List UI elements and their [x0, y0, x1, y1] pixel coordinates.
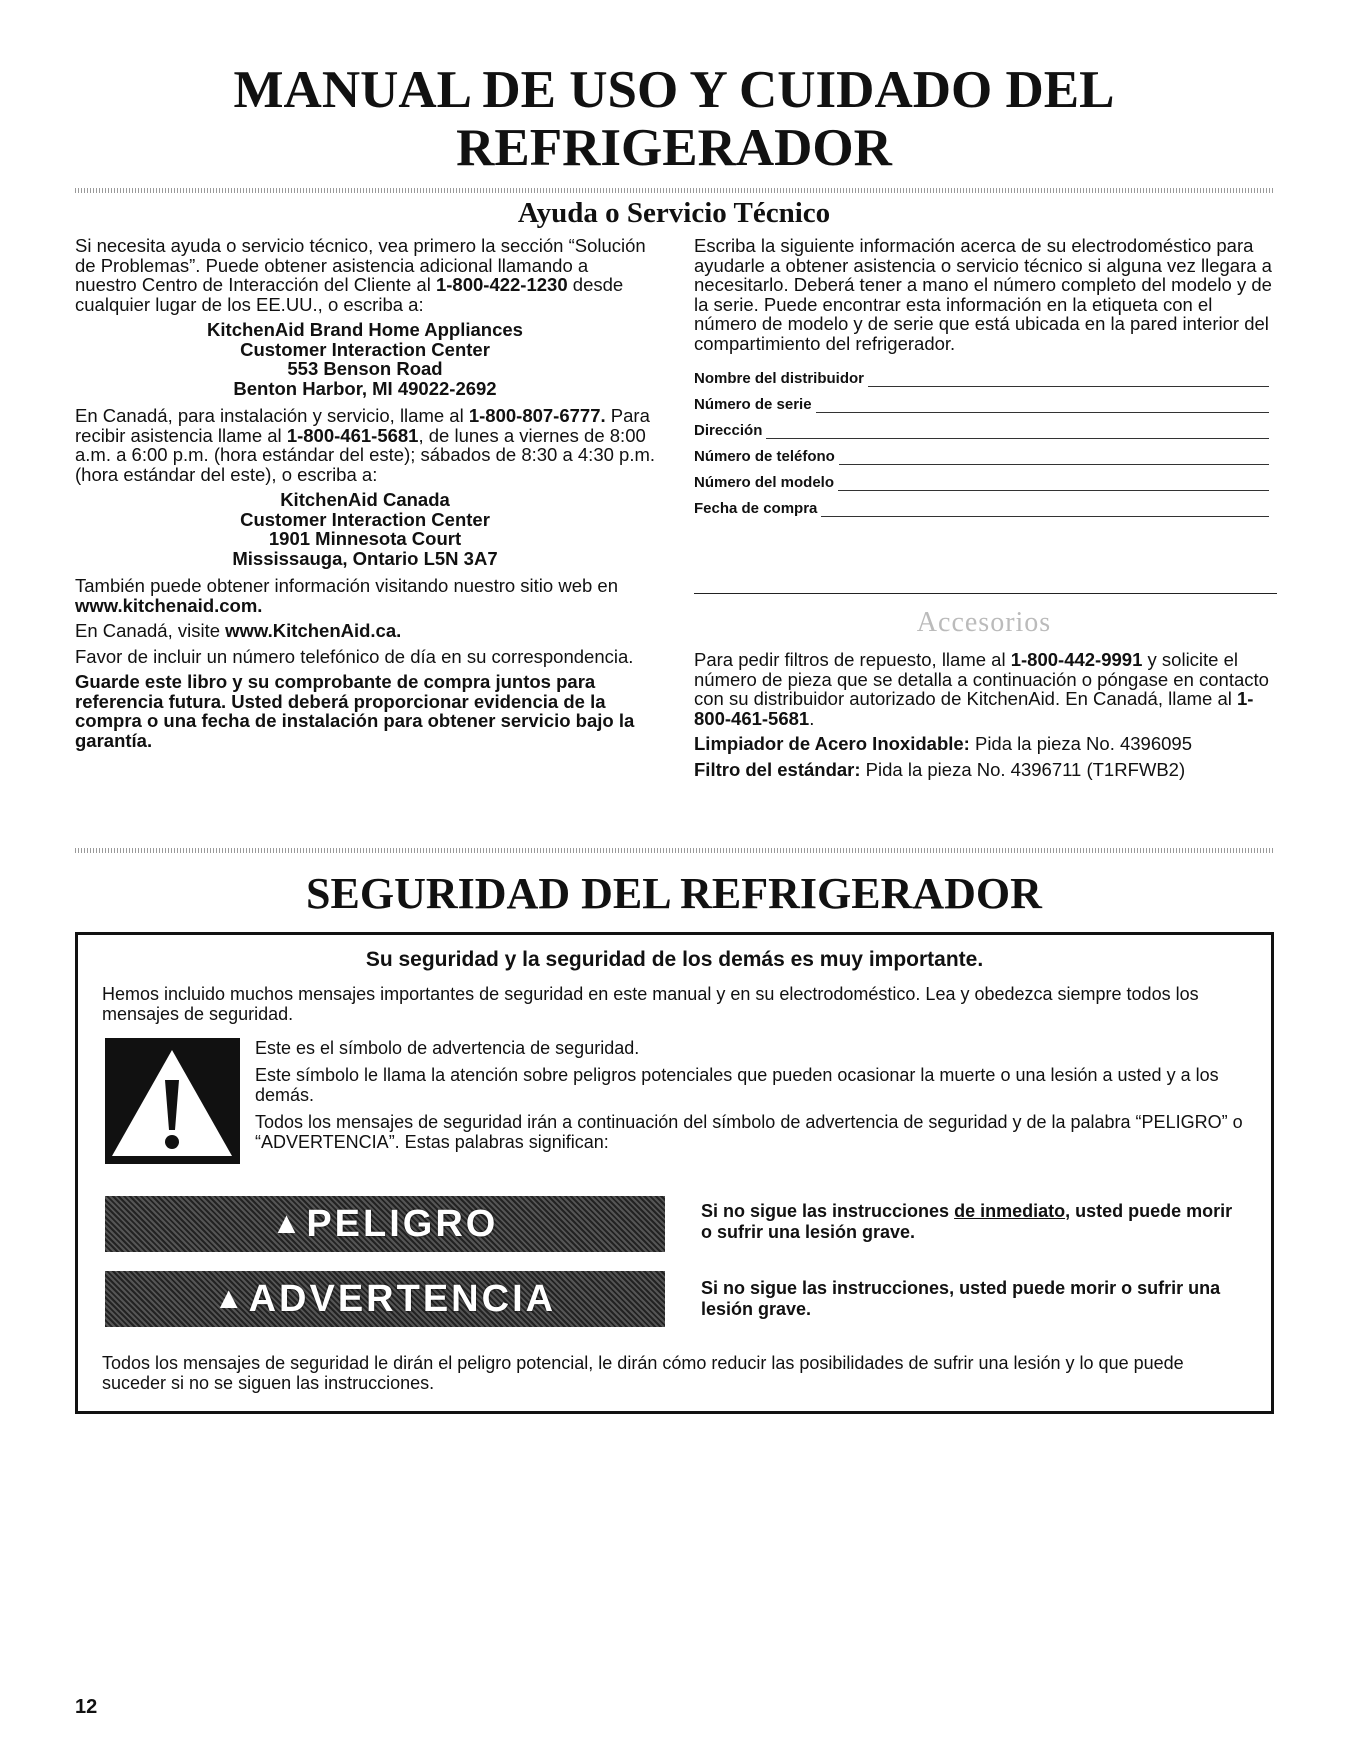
- form-label: Número de serie: [694, 396, 812, 413]
- address-line: KitchenAid Canada: [280, 489, 450, 510]
- text: Si no sigue las instrucciones: [701, 1201, 955, 1221]
- text: de inmediato: [954, 1201, 1066, 1221]
- help-paragraph: Escriba la siguiente información acerca de su electrodoméstico para ayudarle a obtener asistencia o servicio técnico si alguna vez llegara a necesitarlo. Deberá tener a mano el número completo del modelo y de la serie. Puede encontrar esta información en la etiqueta con el número de modelo y de serie que está ubicada en la pared interior del compartimiento del refrigerador.: [694, 235, 1272, 354]
- safety-box: [75, 932, 1274, 1414]
- form-blank[interactable]: [838, 476, 1269, 491]
- address-line: Benton Harbor, MI 49022-2692: [233, 377, 497, 399]
- address-line: Mississauga, Ontario L5N 3A7: [232, 547, 498, 569]
- form-label: Fecha de compra: [694, 500, 818, 517]
- form-field[interactable]: [694, 491, 1269, 517]
- help-paragraph: [75, 236, 655, 314]
- keep-receipt-note: Guarde este libro y su comprobante de compra juntos para referencia futura. Usted deberá proporcionar evidencia de la compra o una fecha de instalación para obtener servicio bajo la garantía.: [75, 671, 635, 751]
- form-blank[interactable]: [868, 372, 1269, 387]
- symbol-description: Todos los mensajes de seguridad irán a continuación del símbolo de advertencia de seguridad y de la palabra “PELIGRO” o “ADVERTENCIA”. Estas palabras significan:: [255, 1112, 1243, 1152]
- symbol-description: Este es el símbolo de advertencia de seguridad.: [255, 1038, 640, 1058]
- phone-number: 1-800-807-6777.: [468, 405, 606, 426]
- accessory-label: Filtro del estándar:: [694, 758, 861, 780]
- address-line: 553 Benson Road: [287, 358, 443, 379]
- text: y solicite el número de pieza que se detalla a continuación o póngase en contacto con su distribuidor autorizado de KitchenAid. En Canadá, llame al: [694, 649, 1269, 709]
- help-paragraph: [75, 406, 655, 484]
- warning-meaning: Si no sigue las instrucciones, usted puede morir o sufrir una lesión grave.: [701, 1278, 1221, 1319]
- address-ca: [75, 490, 655, 568]
- form-label: Número de teléfono: [694, 448, 835, 465]
- text: En Canadá, para instalación y servicio, llame al: [75, 405, 469, 426]
- form-field[interactable]: [694, 387, 1269, 413]
- safety-heading: SEGURIDAD DEL REFRIGERADOR: [306, 869, 1042, 918]
- page-title-line1: MANUAL DE USO Y CUIDADO DEL: [233, 61, 1115, 119]
- website-link[interactable]: www.kitchenaid.com.: [75, 594, 263, 616]
- address-us: [75, 320, 655, 398]
- help-paragraph: Favor de incluir un número telefónico de día en su correspondencia.: [75, 645, 634, 667]
- help-paragraph: [75, 621, 655, 641]
- phone-number: 1-800-461-5681: [286, 424, 419, 446]
- accessories-section: [694, 650, 1274, 785]
- accessory-label: Limpiador de Acero Inoxidable:: [694, 733, 970, 754]
- form-blank[interactable]: [839, 450, 1269, 465]
- divider: [694, 593, 1277, 594]
- accessory-text: Pida la pieza No. 4396095: [969, 733, 1193, 754]
- form-blank[interactable]: [766, 424, 1269, 439]
- help-heading: Ayuda o Servicio Técnico: [517, 197, 831, 229]
- text: desde cualquier lugar de los EE.UU., o escriba a:: [75, 274, 624, 315]
- safety-intro: Hemos incluido muchos mensajes importantes de seguridad en este manual y en su electrodoméstico. Lea y obedezca siempre todos los mensajes de seguridad.: [102, 984, 1199, 1024]
- safety-box-heading: Su seguridad y la seguridad de los demás es muy importante.: [365, 948, 984, 971]
- accessory-text: Pida la pieza No. 4396711 (T1RFWB2): [860, 758, 1186, 780]
- signal-word: ADVERTENCIA: [248, 1277, 557, 1320]
- phone-number: 1-800-422-1230: [435, 274, 568, 295]
- divider: [75, 848, 1275, 853]
- form-field[interactable]: [694, 413, 1269, 439]
- page-title-line2: REFRIGERADOR: [456, 119, 892, 177]
- form-field[interactable]: [694, 465, 1269, 491]
- form-field[interactable]: [694, 361, 1269, 387]
- form-label: Nombre del distribuidor: [694, 370, 865, 387]
- text: .: [809, 707, 815, 729]
- form-blank[interactable]: [821, 502, 1269, 517]
- text: En Canadá, visite: [75, 620, 226, 641]
- text: Para recibir asistencia llame al: [75, 405, 650, 446]
- divider: [75, 188, 1275, 193]
- info-form: [694, 361, 1269, 517]
- phone-number: 1-800-442-9991: [1010, 649, 1143, 670]
- symbol-description: Este símbolo le llama la atención sobre peligros potenciales que pueden ocasionar la muerte o una lesión a usted y a los demás.: [255, 1065, 1219, 1105]
- warning-triangle-icon: ▲: [213, 1282, 247, 1315]
- text: , de lunes a viernes de 8:00 a.m. a 6:00 p.m. (hora estándar del este); sábados de 8:30 a 4:30 p.m. (hora estándar del este), o escriba a:: [75, 424, 656, 485]
- signal-word: PELIGRO: [306, 1202, 499, 1245]
- help-right-column: [694, 236, 1274, 517]
- phone-number: 1-800-461-5681: [694, 688, 1254, 729]
- accessory-item: [694, 760, 1274, 780]
- warning-triangle-icon: ▲: [271, 1207, 305, 1240]
- form-blank[interactable]: [816, 398, 1269, 413]
- accessory-item: [694, 734, 1274, 754]
- help-left-column: [75, 236, 655, 756]
- text: , usted puede morir o sufrir una lesión grave.: [701, 1201, 1233, 1242]
- address-line: KitchenAid Brand Home Appliances: [207, 319, 523, 340]
- text: Si necesita ayuda o servicio técnico, vea primero la sección “Solución de Problemas”. Puede obtener asistencia adicional llamando a nuestro Centro de Interacción del Cliente al: [75, 235, 646, 295]
- accessories-paragraph: [694, 650, 1274, 728]
- accessories-heading: Accesorios: [916, 607, 1052, 638]
- warning-signal-word: [105, 1271, 665, 1327]
- form-label: Número del modelo: [694, 474, 835, 491]
- page-number: 12: [75, 1696, 98, 1718]
- website-link[interactable]: www.KitchenAid.ca.: [225, 620, 402, 641]
- text: Para pedir filtros de repuesto, llame al: [694, 649, 1011, 670]
- symbol-descriptions: [255, 1038, 1255, 1152]
- form-field[interactable]: [694, 439, 1269, 465]
- address-line: Customer Interaction Center: [240, 508, 490, 530]
- safety-footer: Todos los mensajes de seguridad le dirán el peligro potencial, le dirán cómo reducir las posibilidades de sufrir una lesión y lo que puede suceder si no se siguen las instrucciones.: [102, 1353, 1184, 1393]
- form-label: Dirección: [694, 422, 763, 439]
- text: También puede obtener información visitando nuestro sitio web en: [75, 575, 618, 596]
- address-line: Customer Interaction Center: [240, 338, 490, 360]
- help-paragraph: [75, 576, 655, 615]
- danger-meaning: [701, 1201, 1246, 1243]
- safety-alert-symbol-icon: [105, 1038, 240, 1164]
- danger-signal-word: [105, 1196, 665, 1252]
- address-line: 1901 Minnesota Court: [268, 528, 462, 549]
